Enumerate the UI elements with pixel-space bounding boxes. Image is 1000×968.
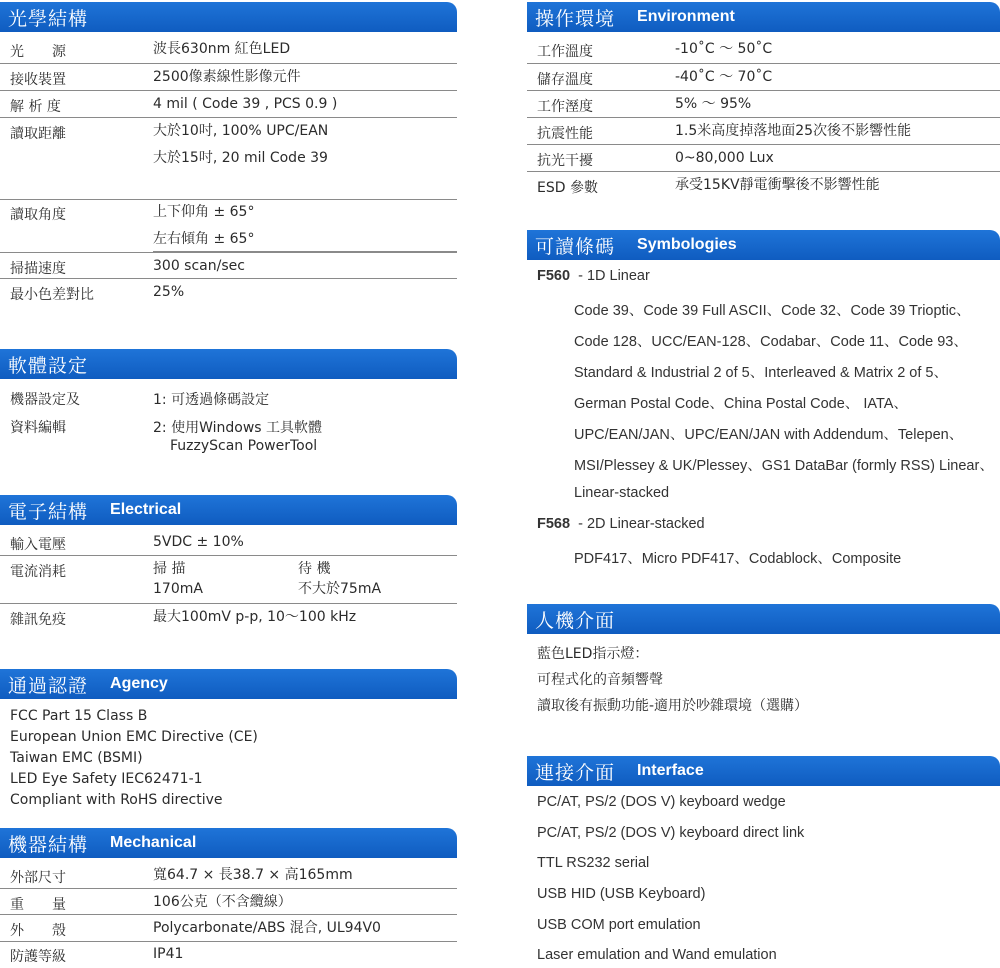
agency-line: FCC Part 15 Class B [10,708,148,724]
row-value: 1.5米高度掉落地面25次後不影響性能 [675,123,912,139]
electrical-row [0,556,457,604]
electrical-row [0,529,457,556]
symbology-line: Code 39、Code 39 Full ASCII、Code 32、Code 39 Trioptic、 [574,303,971,319]
row-value: 大於15吋, 20 mil Code 39 [153,150,328,166]
row-label: 工作溼度 [537,99,593,115]
environment-row [527,172,1000,200]
environment-row [527,64,1000,91]
agency-line: LED Eye Safety IEC62471-1 [10,771,203,787]
optics-header [0,2,457,32]
agency-title: 通過認證 [8,674,89,697]
f568-heading [537,516,705,532]
interface-line: PC/AT, PS/2 (DOS V) keyboard direct link [537,825,805,841]
f568-type: - 2D Linear-stacked [578,516,705,532]
environment-row [527,145,1000,172]
interface-title-en: Interface [637,762,704,779]
row-value: 2500像素線性影像元件 [153,69,301,85]
row-label: 接收裝置 [10,72,66,88]
mechanical-row [0,915,457,942]
row-label: 重 量 [10,897,66,913]
mechanical-title-en: Mechanical [110,834,197,851]
mechanical-title: 機器結構 [8,833,89,856]
symbologies-title: 可讀條碼 [535,235,616,258]
optics-title: 光學結構 [8,7,89,30]
electrical-title: 電子結構 [8,500,89,523]
agency-line: European Union EMC Directive (CE) [10,729,258,745]
optics-row [0,279,457,307]
row-value: 4 mil ( Code 39 , PCS 0.9 ) [153,96,338,112]
symbology-line: MSI/Plessey & UK/Plessey、GS1 DataBar (formly RSS) Linear、 [574,458,994,474]
symbology-line: Code 128、UCC/EAN-128、Codabar、Code 11、Code 93、 [574,334,968,350]
optics-row [0,252,457,279]
interface-line: USB COM port emulation [537,917,701,933]
row-value: 寬64.7 × 長38.7 × 高165mm [153,867,353,883]
electrical-header [0,495,457,525]
symbology-line: Linear-stacked [574,485,670,501]
row-label: 輸入電壓 [10,537,66,553]
row-value: 不大於75mA [298,581,382,597]
row-value: Polycarbonate/ABS 混合, UL94V0 [153,920,381,936]
environment-title-en: Environment [637,8,735,25]
software-label: 機器設定及 [10,392,80,408]
electrical-row [0,604,457,632]
environment-row [527,118,1000,145]
environment-header [527,2,1000,32]
software-line: 1: 可透過條碼設定 [153,392,270,408]
software-header [0,349,457,379]
row-value: 大於10吋, 100% UPC/EAN [153,123,329,139]
row-label: 電流消耗 [10,564,66,580]
hmi-line: 藍色LED指示燈： [537,646,649,662]
row-value: 掃 描 [153,561,186,577]
row-value: 左右傾角 ± 65° [153,231,255,247]
row-value: 106公克（不含纜線） [153,894,292,910]
environment-title: 操作環境 [535,7,616,30]
row-value: -40˚C ～ 70˚C [675,69,773,85]
row-label: 解 析 度 [10,99,61,115]
symbology-line: German Postal Code、China Postal Code、 IATA、 [574,396,908,412]
row-value: IP41 [153,946,184,962]
hmi-line: 可程式化的音頻響聲 [537,672,663,688]
interface-title: 連接介面 [535,761,616,784]
row-label: 最小色差對比 [10,287,94,303]
row-label: 光 源 [10,44,66,60]
interface-line: TTL RS232 serial [537,855,650,871]
mechanical-header [0,828,457,858]
row-value: 5% ～ 95% [675,96,752,112]
hmi-header [527,604,1000,634]
symbologies-header [527,230,1000,260]
row-label: 讀取距離 [10,126,66,142]
row-value: 波長630nm 紅色LED [153,41,291,57]
row-value: 5VDC ± 10% [153,534,244,550]
environment-row [527,91,1000,118]
row-label: 掃描速度 [10,261,66,277]
mechanical-row [0,942,457,963]
symbology-line: UPC/EAN/JAN、UPC/EAN/JAN with Addendum、Telepen、 [574,427,964,443]
interface-line: USB HID (USB Keyboard) [537,886,706,902]
row-label: 外部尺寸 [10,870,66,886]
row-label: 抗震性能 [537,126,593,142]
symbology-line: PDF417、Micro PDF417、Codablock、Composite [574,551,902,567]
interface-line: Laser emulation and Wand emulation [537,947,777,963]
software-title: 軟體設定 [8,354,89,377]
row-value: -10˚C ～ 50˚C [675,41,773,57]
interface-header [527,756,1000,786]
row-value: 170mA [153,581,203,597]
agency-header [0,669,457,699]
f560-heading [537,268,650,284]
symbologies-title-en: Symbologies [637,236,737,253]
row-label: 讀取角度 [10,207,66,223]
agency-line: Taiwan EMC (BSMI) [10,750,143,766]
optics-row [0,91,457,118]
f560-type: - 1D Linear [578,268,650,284]
electrical-title-en: Electrical [110,501,182,518]
environment-row [527,36,1000,64]
row-label: 抗光干擾 [537,153,593,169]
hmi-line: 讀取後有振動功能-適用於吵雜環境（選購） [537,698,809,714]
software-label: 資料編輯 [10,420,66,436]
row-value: 待 機 [298,561,331,577]
row-value: 承受15KV靜電衝擊後不影響性能 [675,177,880,193]
software-line: 2: 使用Windows 工具軟體 [153,420,323,436]
row-value: 最大100mV p-p, 10～100 kHz [153,609,357,625]
row-label: 外 殼 [10,923,66,939]
row-value: 25% [153,284,185,300]
row-value: 0~80,000 Lux [675,150,774,166]
row-value: 300 scan/sec [153,258,245,274]
divider [153,227,457,252]
mechanical-row [0,862,457,889]
row-label: 防護等級 [10,949,66,965]
optics-row [0,64,457,91]
f560-model: F560 [537,268,571,284]
software-line: FuzzyScan PowerTool [170,438,318,454]
row-label: 工作溫度 [537,44,593,60]
row-value: 上下仰角 ± 65° [153,204,255,220]
row-label: 儲存溫度 [537,72,593,88]
interface-line: PC/AT, PS/2 (DOS V) keyboard wedge [537,794,786,810]
hmi-title: 人機介面 [535,609,616,632]
f568-model: F568 [537,516,571,532]
row-label: 雜訊免疫 [10,612,66,628]
agency-line: Compliant with RoHS directive [10,792,223,808]
optics-row [0,118,457,200]
optics-row [0,36,457,64]
mechanical-row [0,889,457,915]
symbology-line: Standard & Industrial 2 of 5、Interleaved & Matrix 2 of 5、 [574,365,948,381]
row-label: ESD 參數 [537,180,598,196]
agency-title-en: Agency [110,675,168,692]
